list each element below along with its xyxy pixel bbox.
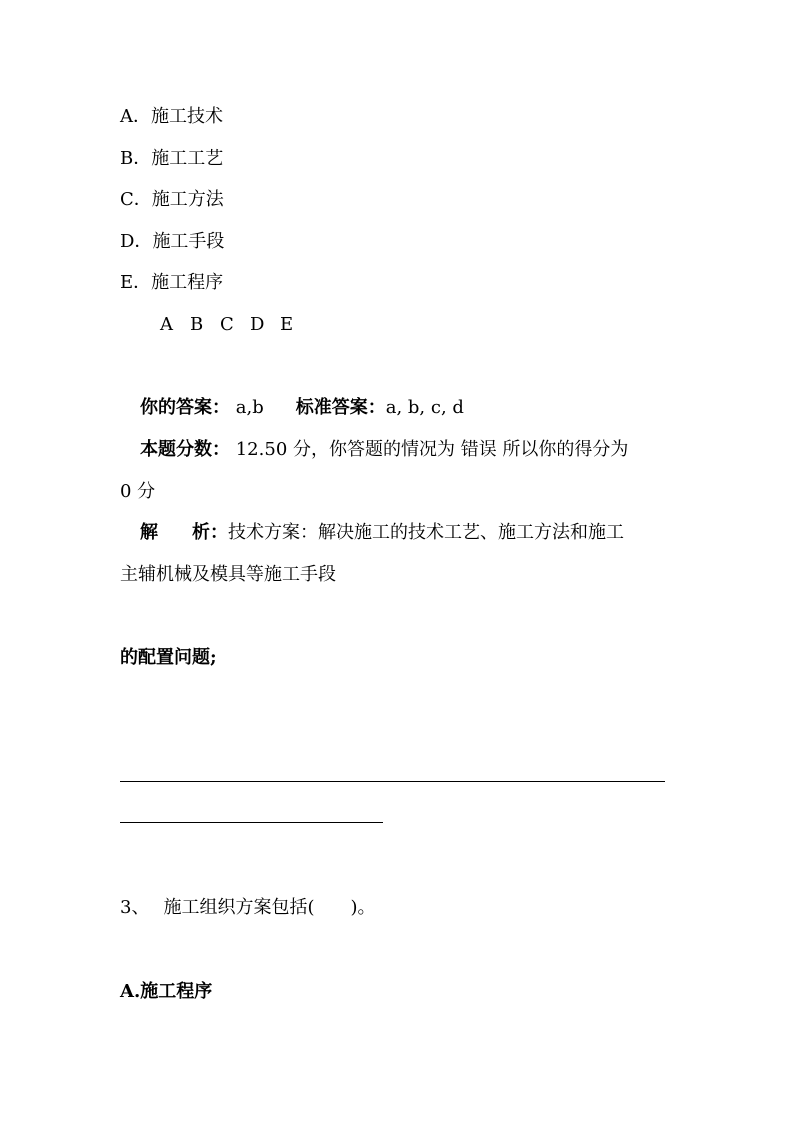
analysis-line-3 — [120, 646, 217, 670]
analysis-line-1 — [140, 521, 624, 545]
option-text: 施工工艺 — [151, 148, 224, 169]
option-text: 施工程序 — [151, 272, 224, 293]
option-key: D． — [120, 231, 153, 252]
option-b — [120, 147, 223, 171]
analysis-line-2 — [120, 563, 336, 587]
analysis-text-3: 的配置问题; — [120, 647, 217, 668]
analysis-label-2: 析： — [192, 522, 228, 543]
question-text: 施工组织方案包括( )。 — [163, 897, 376, 918]
separator-rule-long — [120, 781, 665, 782]
option-a — [120, 105, 223, 129]
option-text: 施工方法 — [151, 189, 224, 210]
analysis-text-2: 主辅机械及模具等施工手段 — [120, 564, 336, 585]
analysis-label-1: 解 — [140, 522, 158, 543]
choice-letter: A — [160, 314, 173, 335]
score-text: 12.50 分，你答题的情况为 错误 所以你的得分为 — [235, 439, 629, 460]
choice-letters — [160, 313, 310, 337]
choice-letter: E — [280, 314, 294, 335]
standard-answer-value: a, b, c, d — [385, 397, 464, 418]
option-key: B． — [120, 148, 152, 169]
score-line — [140, 438, 628, 462]
choice-letter: D — [250, 314, 265, 335]
option-text: 施工程序 — [140, 981, 213, 1002]
question-3 — [120, 896, 376, 920]
option-e — [120, 271, 223, 295]
choice-letter: C — [220, 314, 234, 335]
score-label: 本题分数： — [140, 439, 230, 460]
your-answer-value: a,b — [235, 397, 264, 418]
option-key: A. — [120, 981, 141, 1002]
answer-line — [140, 396, 464, 420]
option-key: E． — [120, 272, 152, 293]
question-number: 3、 — [120, 897, 150, 918]
option-c — [120, 188, 224, 212]
separator-rule-short — [120, 822, 383, 823]
your-answer-label: 你的答案： — [140, 397, 230, 418]
standard-answer-label: 标准答案： — [295, 397, 386, 418]
score-cont-text: 0 分 — [120, 481, 156, 502]
score-continuation — [120, 480, 155, 504]
option-text: 施工手段 — [152, 231, 225, 252]
option-text: 施工技术 — [151, 106, 223, 127]
option-key: A． — [120, 106, 151, 127]
choice-letter: B — [190, 314, 204, 335]
analysis-text-1: 技术方案：解决施工的技术工艺、施工方法和施工 — [228, 522, 624, 543]
option-d — [120, 230, 224, 254]
option-key: C． — [120, 189, 152, 210]
q3-option-a — [120, 980, 212, 1004]
